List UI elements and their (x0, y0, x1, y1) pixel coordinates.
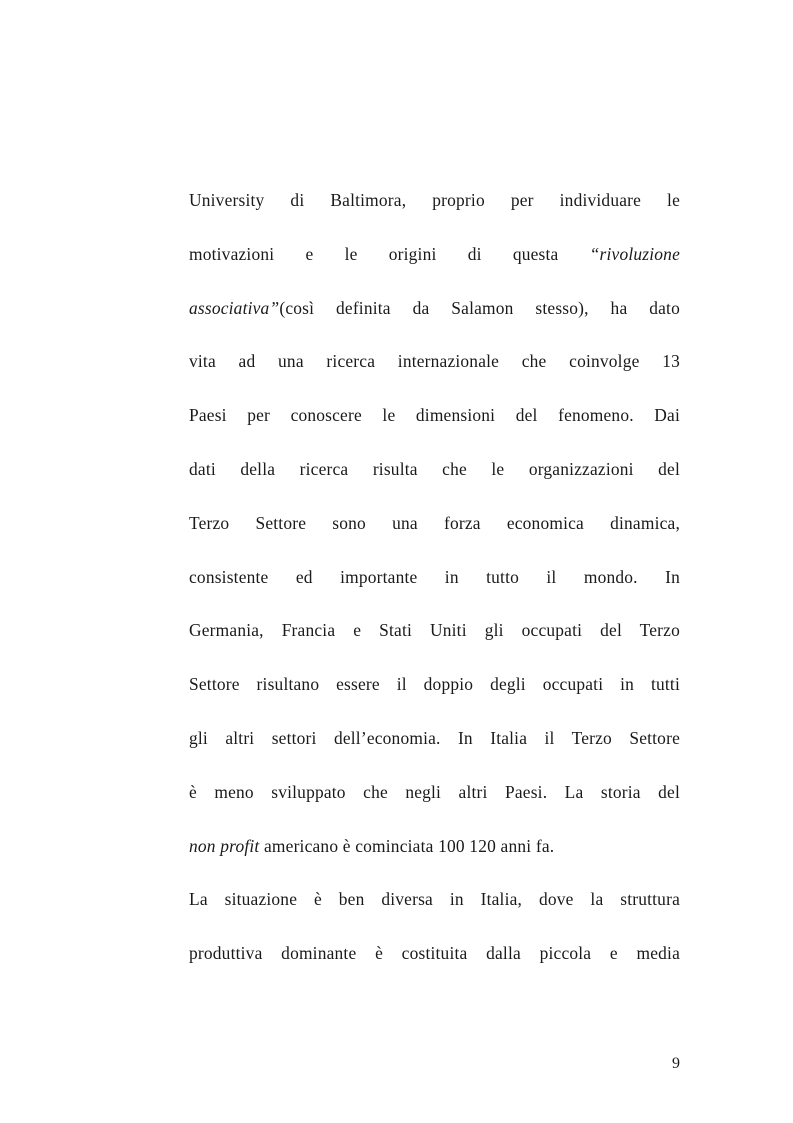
italic-text-span: associativa” (189, 297, 280, 318)
text-line-12 (189, 774, 680, 828)
text-line-14 (189, 881, 680, 935)
text-span: La situazione è ben diversa in Italia, dove la struttura (189, 889, 680, 910)
text-line-2 (189, 236, 680, 290)
text-span: gli altri settori dell’economia. In Italia il Terzo Settore (189, 727, 680, 748)
text-line-13 (189, 828, 680, 882)
text-line-5 (189, 397, 680, 451)
text-line-9 (189, 612, 680, 666)
italic-text-span: non profit (189, 835, 260, 856)
text-span: è meno sviluppato che negli altri Paesi. La storia del (189, 781, 680, 802)
text-span: Germania, Francia e Stati Uniti gli occupati del Terzo (189, 620, 680, 641)
text-span: Settore risultano essere il doppio degli occupati in tutti (189, 674, 680, 695)
text-span: University di Baltimora, proprio per individuare le (189, 190, 680, 210)
text-line-1 (189, 182, 680, 236)
text-span: Paesi per conoscere le dimensioni del fenomeno. Dai (189, 405, 680, 426)
text-span: americano è cominciata 100 120 anni fa. (259, 835, 555, 856)
text-span: vita ad una ricerca internazionale che coinvolge 13 (189, 351, 680, 372)
text-line-11 (189, 720, 680, 774)
text-span: consistente ed importante in tutto il mondo. In (189, 566, 680, 587)
text-line-3 (189, 290, 680, 344)
text-span: Terzo Settore sono una forza economica dinamica, (189, 512, 680, 533)
text-span: produttiva dominante è costituita dalla piccola e media (189, 943, 680, 964)
page-number: 9 (672, 1055, 680, 1072)
text-span: dati della ricerca risulta che le organizzazioni del (189, 458, 680, 479)
text-line-4 (189, 343, 680, 397)
text-line-15 (189, 935, 680, 989)
body-text (189, 182, 680, 989)
text-line-10 (189, 666, 680, 720)
text-span: (così definita da Salamon stesso), ha dato (279, 297, 680, 318)
text-line-7 (189, 505, 680, 559)
italic-text-span: “rivoluzione (589, 243, 680, 264)
text-line-6 (189, 451, 680, 505)
text-line-8 (189, 559, 680, 613)
text-span: motivazioni e le origini di questa (189, 243, 590, 264)
